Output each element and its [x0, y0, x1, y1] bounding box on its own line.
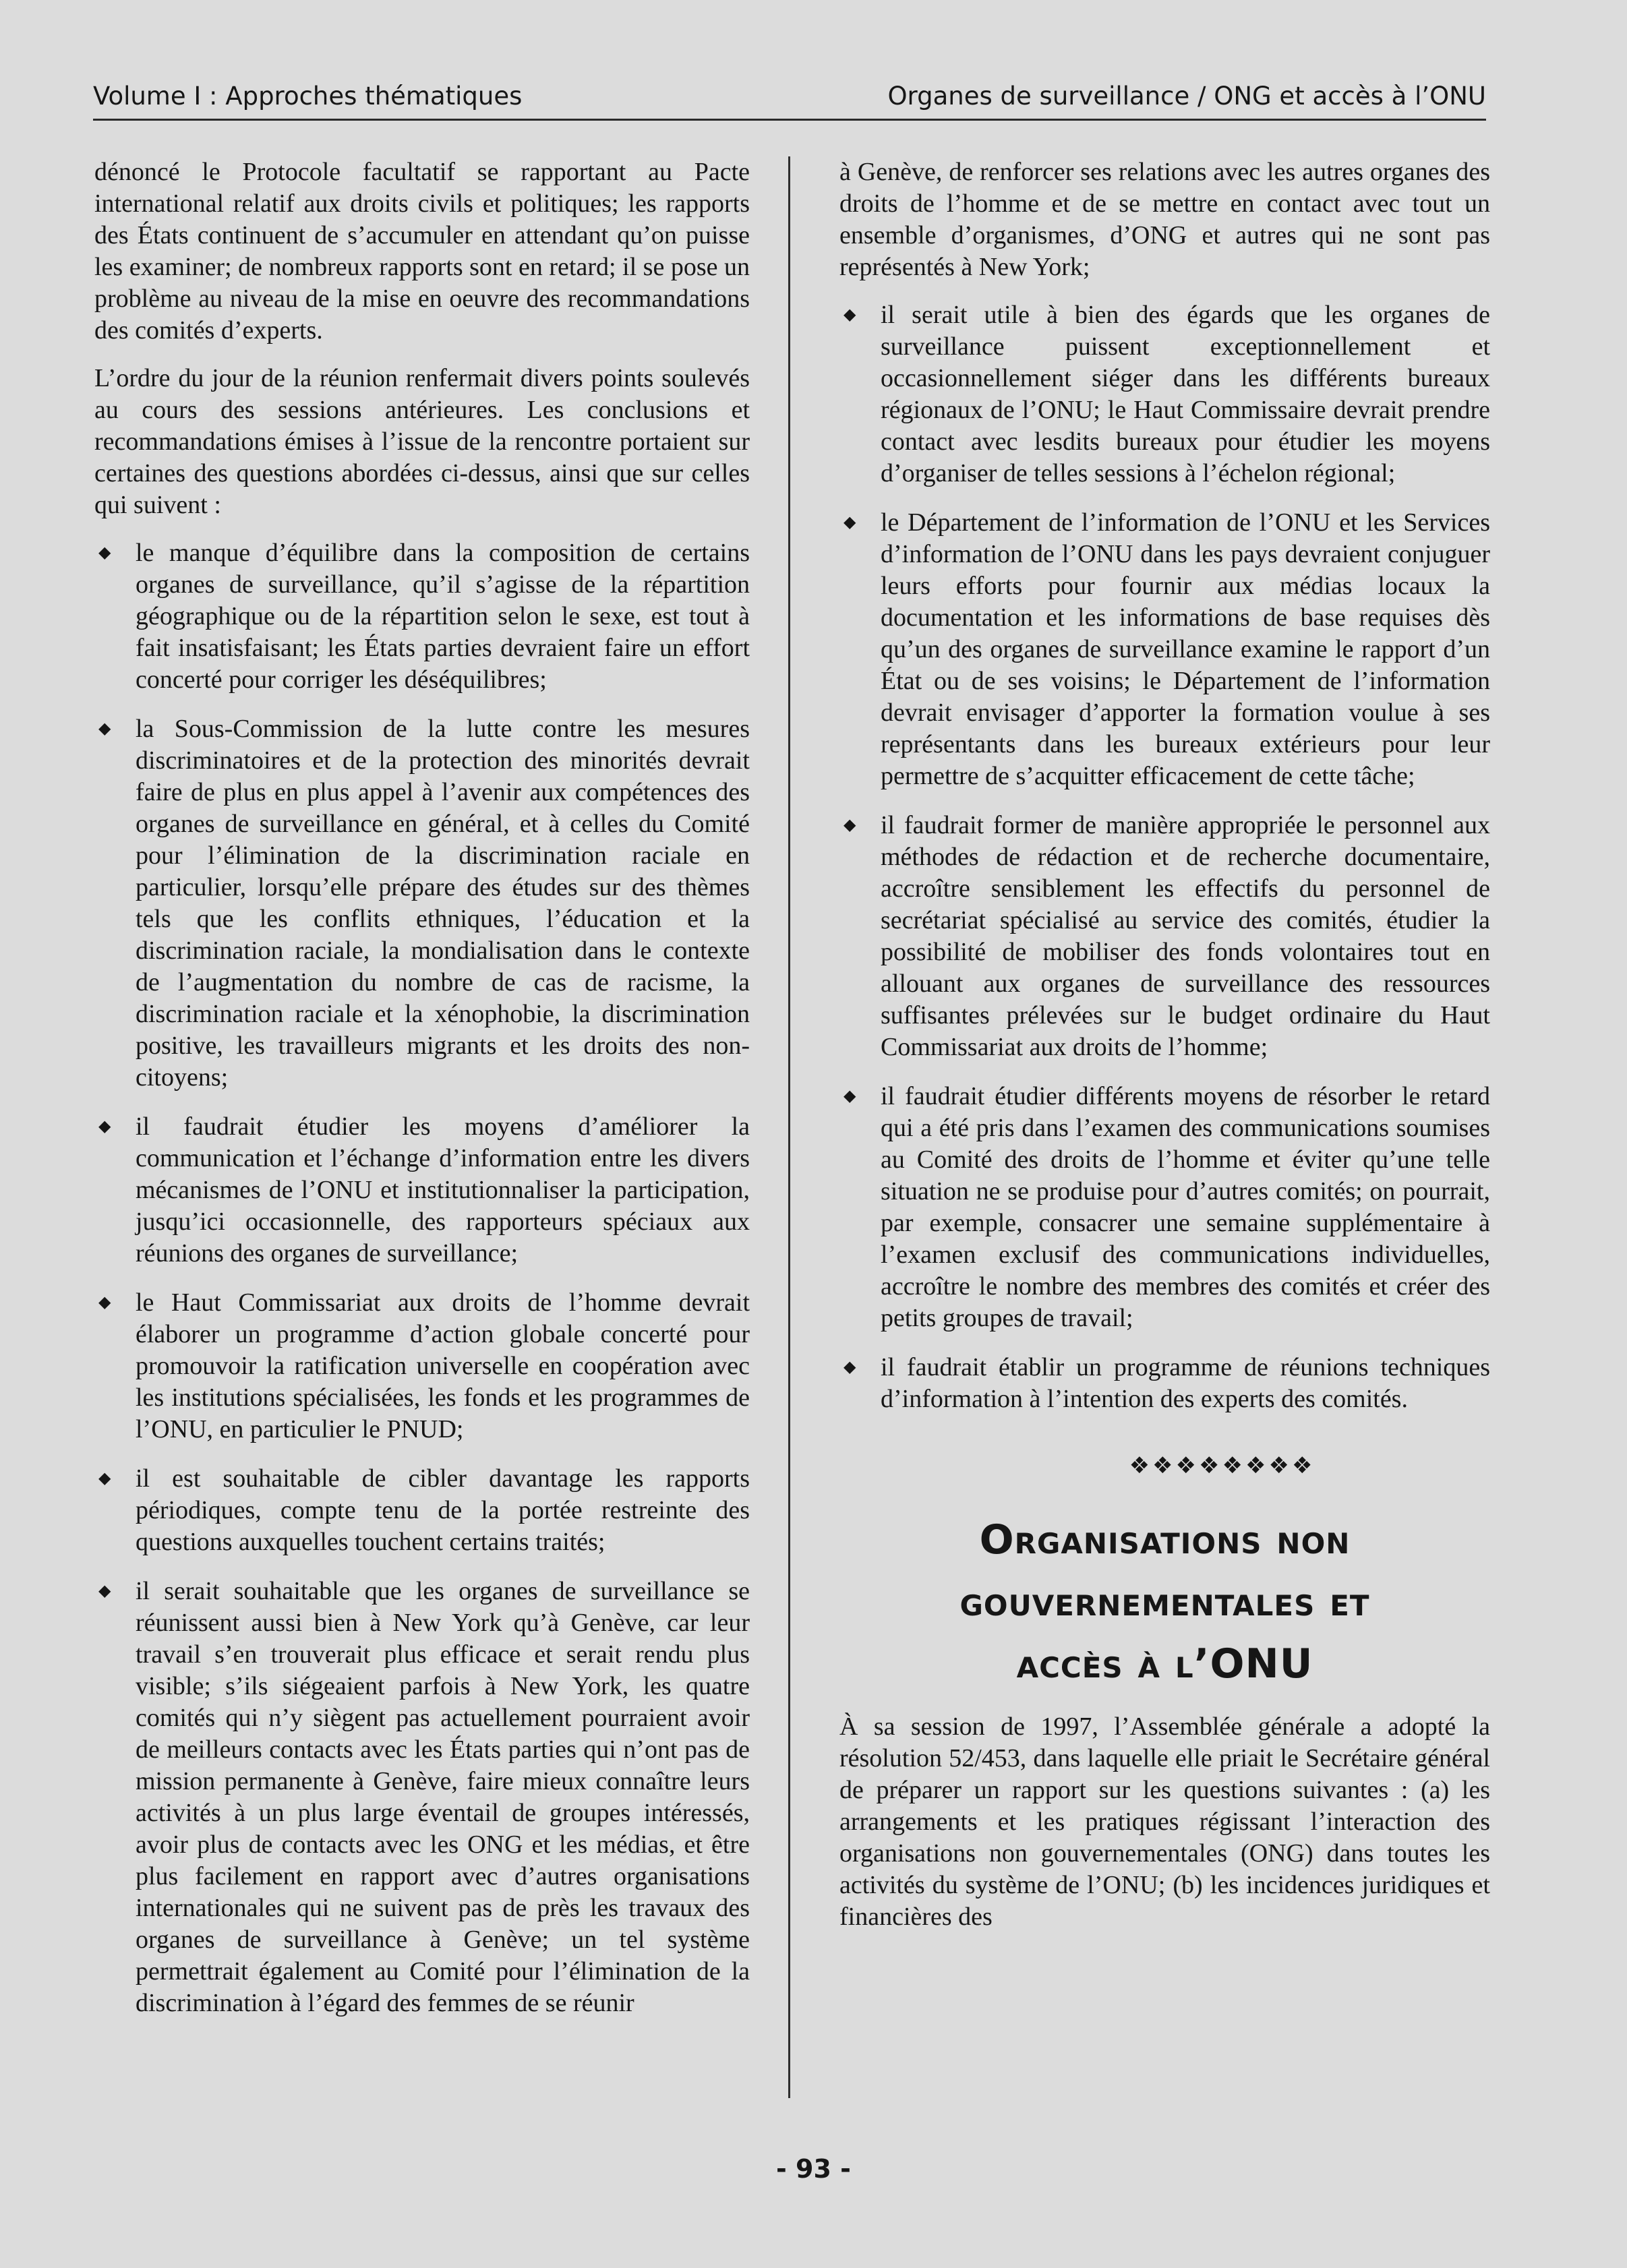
diamond-bullet-icon: ◆: [844, 306, 856, 324]
bullet-list: [94, 537, 750, 2019]
section-heading: [839, 1509, 1490, 1695]
running-header: [93, 74, 1486, 121]
list-item-text: il serait utile à bien des égards que les organes de surveillance puissent exceptionnellement et occasionnellement siéger dans les différents bureaux régionaux de l’ONU; le Haut Commissaire devrait prendre contact avec lesdits bureaux pour étudier les moyens d’organiser de telles sessions à l’échelon régional;: [881, 301, 1490, 487]
page-number: - 93 -: [776, 2154, 851, 2184]
list-item-text: il faudrait former de manière appropriée le personnel aux méthodes de rédaction et de recherche documentaire, accroître sensiblement les effectifs du personnel de secrétariat spécialisé au service des comités, étudier la possibilité de mobiliser des fonds volontaires tout en allouant aux organes de surveillance des ressources suffisantes prélevées sur le budget ordinaire du Haut Commissariat aux droits de l’homme;: [881, 811, 1490, 1061]
section-heading-line: accès à l’ONU: [1016, 1640, 1313, 1688]
right-column: [839, 156, 1490, 1949]
diamond-bullet-icon: ◆: [98, 1294, 111, 1311]
list-item: [94, 713, 750, 1094]
list-item: [94, 1463, 750, 1558]
list-item: [839, 810, 1490, 1063]
diamond-bullet-icon: ◆: [844, 514, 856, 531]
header-volume-title: Volume I : Approches thématiques: [93, 82, 523, 111]
list-item: [94, 537, 750, 696]
header-section-title: Organes de surveillance / ONG et accès à l’ONU: [887, 82, 1486, 111]
list-item-text: le manque d’équilibre dans la composition de certains organes de surveillance, qu’il s’agisse de la répartition géographique ou de la répartition selon le sexe, est tout à fait insatisfaisant; les États parties devraient faire un effort concerté pour corriger les déséquilibres;: [136, 539, 750, 694]
diamond-bullet-icon: ◆: [98, 544, 111, 562]
list-item-text: la Sous-Commission de la lutte contre les mesures discriminatoires et de la protection des minorités devrait faire de plus en plus appel à l’avenir aux compétences des organes de surveillance en général, et à celles du Comité pour l’élimination de la discrimination raciale en particulier, lorsqu’elle prépare des études sur des thèmes tels que les conflits ethniques, l’éducation et la discrimination raciale, la mondialisation dans le contexte de l’augmentation du nombre de cas de racisme, la discrimination raciale et la xénophobie, la discrimination positive, les travailleurs migrants et les droits des non-citoyens;: [136, 715, 750, 1092]
list-item-text: le Haut Commissariat aux droits de l’homme devrait élaborer un programme d’action globale concerté pour promouvoir la ratification universelle en coopération avec les institutions spécialisées, les fonds et les programmes de l’ONU, en particulier le PNUD;: [136, 1288, 750, 1443]
diamond-bullet-icon: ◆: [98, 1582, 111, 1600]
list-item-text: il serait souhaitable que les organes de surveillance se réunissent aussi bien à New York qu’à Genève, car leur travail s’en trouverait plus efficace et serait rendu plus visible; s’ils siégeaient parfois à New York, les quatre comités qui n’y siègent pas actuellement pourraient avoir de meilleurs contacts avec les États parties qui n’ont pas de mission permanente à Genève, faire mieux connaître leurs activités à un plus large éventail de groupes intéressés, avoir plus de contacts avec les ONG et les médias, et être plus facilement en rapport avec d’autres organisations internationales qui ne suivent pas de près les travaux des organes de surveillance à Genève; un tel système permettrait également au Comité pour l’élimination de la discrimination à l’égard des femmes de se réunir: [136, 1577, 750, 2017]
list-item-text: il est souhaitable de cibler davantage les rapports périodiques, compte tenu de la portée restreinte des questions auxquelles touchent certains traités;: [136, 1464, 750, 1556]
list-item: [94, 1287, 750, 1445]
list-item: [839, 507, 1490, 792]
list-item: [94, 1111, 750, 1270]
list-item: [94, 1576, 750, 2019]
paragraph: à Genève, de renforcer ses relations avec les autres organes des droits de l’homme et de se mettre en contact avec tout un ensemble d’organismes, d’ONG et autres qui ne sont pas représentés à New York;: [839, 158, 1490, 281]
diamond-bullet-icon: ◆: [98, 1470, 111, 1487]
ornament-divider-icon: ❖❖❖❖❖❖❖❖: [1129, 1452, 1315, 1479]
diamond-bullet-icon: ◆: [98, 720, 111, 738]
list-item: [839, 1081, 1490, 1334]
list-item: [839, 299, 1490, 489]
paragraph: dénoncé le Protocole facultatif se rapportant au Pacte international relatif aux droits civils et politiques; les rapports des États continuent de s’accumuler en attendant qu’on puisse les examiner; de nombreux rapports sont en retard; il se pose un problème au niveau de la mise en oeuvre des recommandations des comités d’experts.: [94, 158, 750, 345]
list-item-text: il faudrait étudier les moyens d’améliorer la communication et l’échange d’information entre les divers mécanismes de l’ONU et institutionnaliser la participation, jusqu’ici occasionnelle, des rapporteurs spéciaux aux réunions des organes de surveillance;: [136, 1112, 750, 1267]
paragraph: À sa session de 1997, l’Assemblée générale a adopté la résolution 52/453, dans laquelle elle priait le Secrétaire général de préparer un rapport sur les questions suivantes : (a) les arrangements et les pratiques régissant l’interaction des organisations non gouvernementales (ONG) dans toutes les activités du système de l’ONU; (b) les incidences juridiques et financières des: [839, 1712, 1490, 1931]
diamond-bullet-icon: ◆: [844, 1087, 856, 1105]
section-heading-line: Organisations non: [979, 1516, 1351, 1563]
column-divider: [788, 156, 790, 2098]
list-item-text: il faudrait établir un programme de réunions techniques d’information à l’intention des experts des comités.: [881, 1353, 1490, 1413]
left-column: [94, 156, 750, 2037]
list-item-text: le Département de l’information de l’ONU et les Services d’information de l’ONU dans les pays devraient conjuguer leurs efforts pour fournir aux médias locaux la documentation et les informations de base requises dès qu’un des organes de surveillance examine le rapport d’un État ou de ses voisins; le Département de l’information devrait envisager d’apporter la formation voulue à ses représentants dans les bureaux extérieurs pour leur permettre de s’acquitter efficacement de cette tâche;: [881, 508, 1490, 790]
diamond-bullet-icon: ◆: [844, 1359, 856, 1376]
section-heading-line: gouvernementales et: [959, 1578, 1370, 1625]
list-item-text: il faudrait étudier différents moyens de résorber le retard qui a été pris dans l’examen des communications soumises au Comité des droits de l’homme et éviter qu’une telle situation ne se produise pour d’autres comités; on pourrait, par exemple, consacrer une semaine supplémentaire à l’examen exclusif des communications individuelles, accroître le nombre des membres des comités et créer des petits groupes de travail;: [881, 1082, 1490, 1332]
diamond-bullet-icon: ◆: [844, 816, 856, 834]
list-item: [839, 1352, 1490, 1415]
bullet-list: [839, 299, 1490, 1415]
diamond-bullet-icon: ◆: [98, 1118, 111, 1135]
paragraph: L’ordre du jour de la réunion renfermait divers points soulevés au cours des sessions antérieures. Les conclusions et recommandations émises à l’issue de la rencontre portaient sur certaines des questions abordées ci-dessus, ainsi que sur celles qui suivent :: [94, 364, 750, 519]
